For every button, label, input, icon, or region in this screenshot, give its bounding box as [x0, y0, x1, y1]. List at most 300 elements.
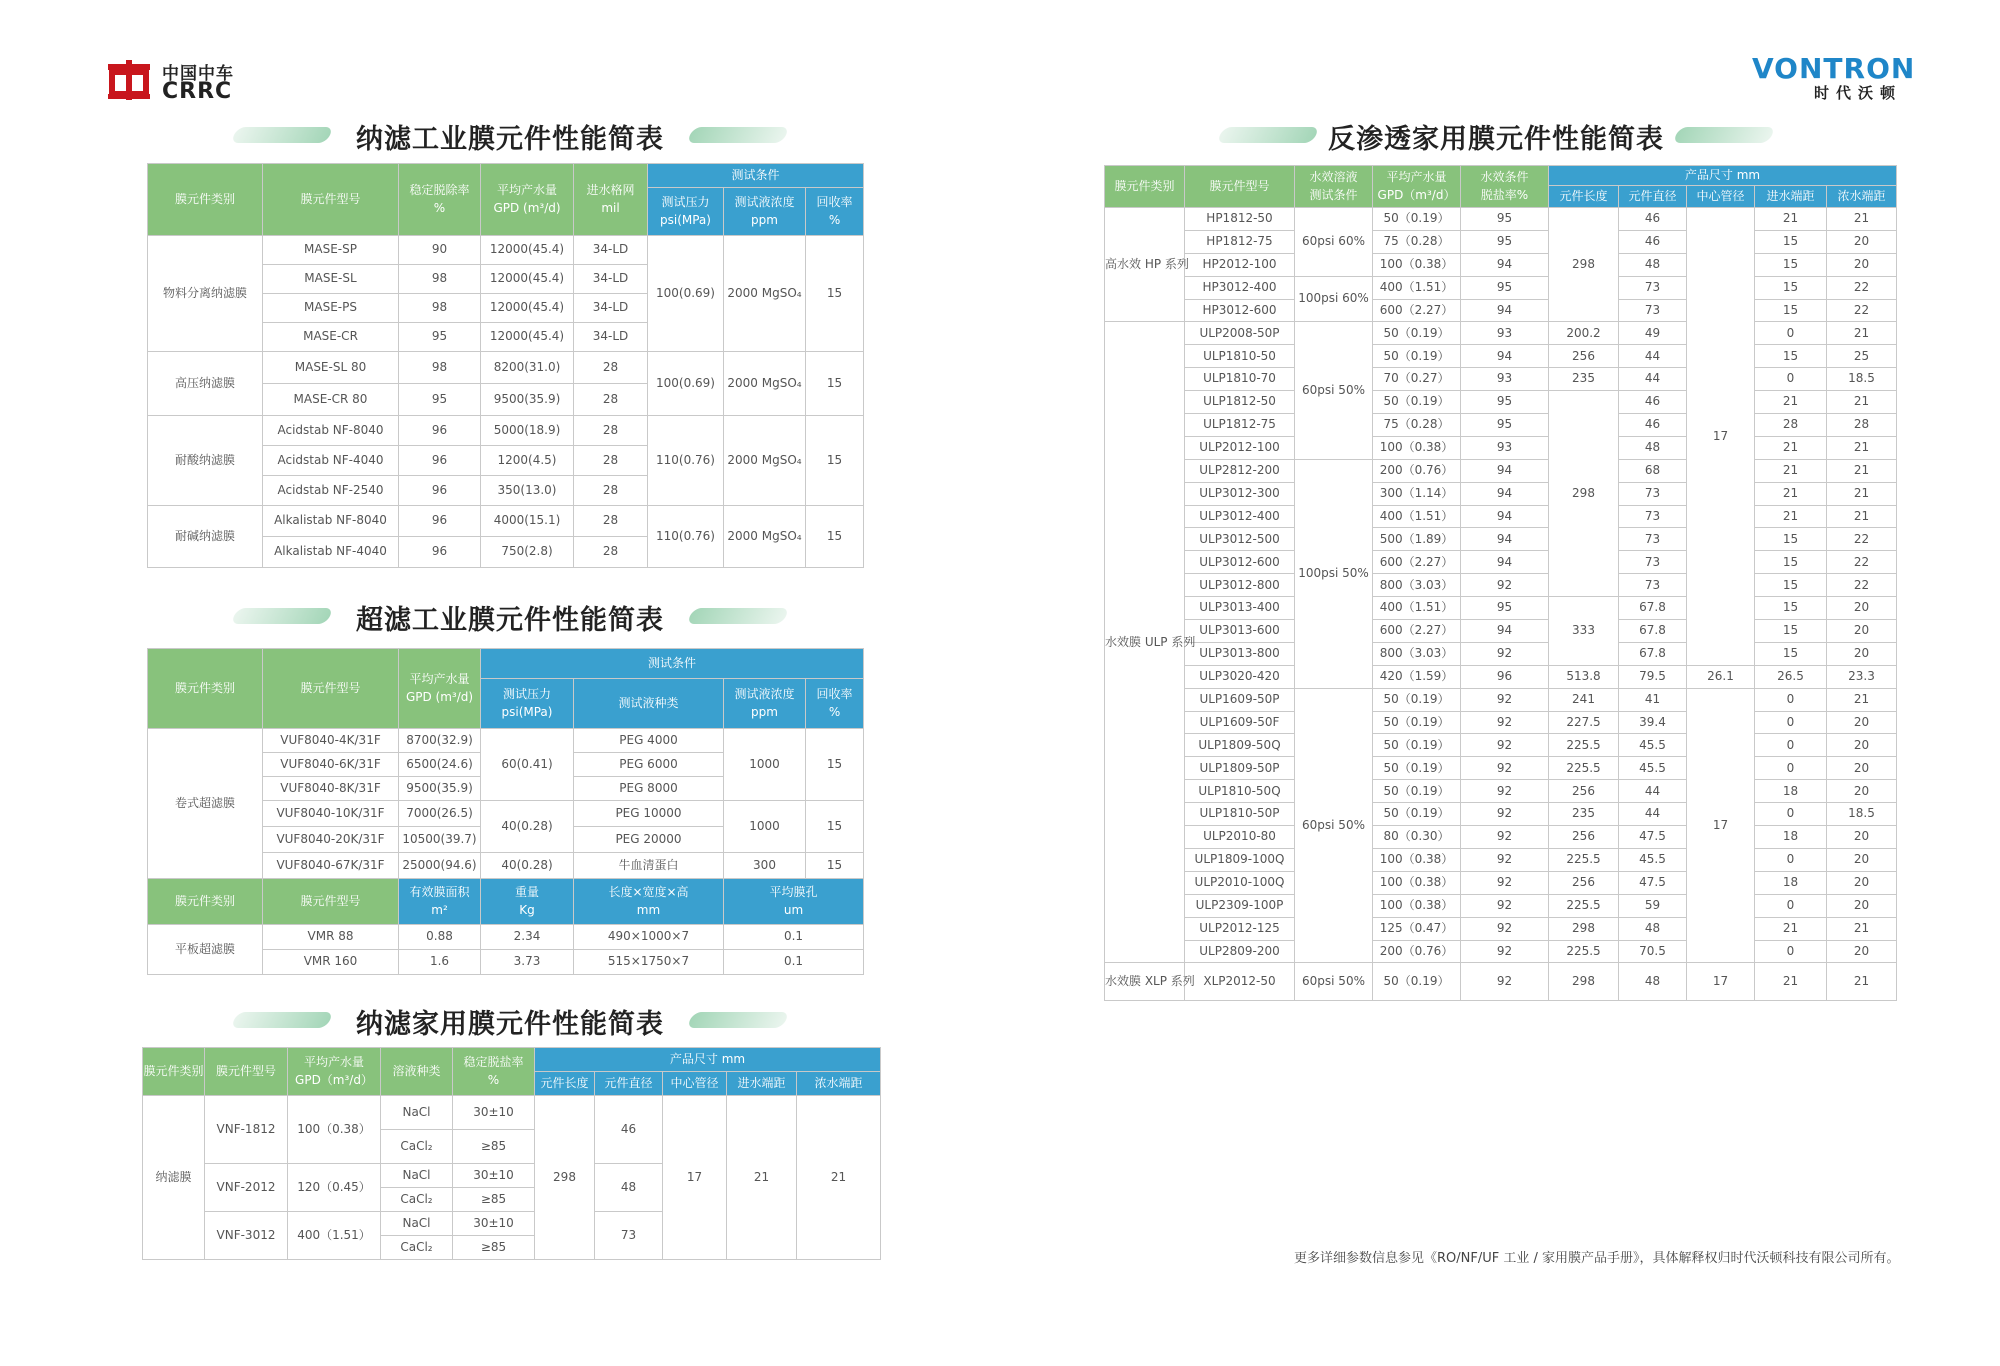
- cell-inlet: 26.5: [1755, 665, 1827, 688]
- header-product-size: 产品尺寸 mm: [1549, 166, 1897, 186]
- cell-flow: 12000(45.4): [481, 294, 574, 323]
- cell-flow: 400（1.51）: [1373, 505, 1461, 528]
- header-diameter: 元件直径: [595, 1072, 663, 1096]
- cell-diameter: 73: [1619, 482, 1687, 505]
- header-rejection-unit: %: [433, 200, 446, 215]
- cell-recovery: 15: [806, 416, 864, 506]
- header-category: 膜元件类别: [148, 649, 263, 729]
- cell-pressure: 100(0.69): [648, 236, 724, 352]
- cell-model: ULP1810-70: [1185, 368, 1295, 391]
- cell-concentration: 2000 MgSO₄: [724, 416, 806, 506]
- cell-inlet: 0: [1755, 757, 1827, 780]
- cell-rejection: 92: [1461, 734, 1549, 757]
- cell-model: HP3012-600: [1185, 299, 1295, 322]
- cell-flow: 5000(18.9): [481, 416, 574, 446]
- cell-concentration: 2000 MgSO₄: [724, 236, 806, 352]
- cell-pressure: 110(0.76): [648, 416, 724, 506]
- cell-inlet: 18: [1755, 871, 1827, 894]
- cell-model: ULP2812-200: [1185, 459, 1295, 482]
- cell-inlet: 21: [727, 1096, 797, 1260]
- cell-rejection: 92: [1461, 780, 1549, 803]
- cell-flow: 420（1.59）: [1373, 665, 1461, 688]
- header-concentration-unit: ppm: [751, 212, 778, 227]
- cell-model: ULP3012-400: [1185, 505, 1295, 528]
- cell-model: XLP2012-50: [1185, 963, 1295, 1001]
- cell-concentrate: 21: [1827, 482, 1897, 505]
- header-rejection-unit: %: [487, 1072, 500, 1087]
- header-flow: [481, 164, 574, 236]
- cell-recovery: 15: [806, 506, 864, 568]
- cell-model: VUF8040-4K/31F: [263, 729, 399, 753]
- cell-concentrate: 22: [1827, 551, 1897, 574]
- header-pore-unit: um: [783, 902, 804, 917]
- cell-spacer: 28: [574, 446, 648, 476]
- cell-flow: 125（0.47）: [1373, 917, 1461, 940]
- cell-rejection: 94: [1461, 345, 1549, 368]
- cell-model: ULP1609-50P: [1185, 688, 1295, 711]
- cell-test-condition: 60psi 50%: [1295, 322, 1373, 459]
- vontron-name-cn: 时代沃顿: [1813, 84, 1902, 102]
- cell-rejection: 92: [1461, 848, 1549, 871]
- cell-spacer: 28: [574, 537, 648, 568]
- header-weight: [481, 879, 574, 925]
- cell-model: VUF8040-6K/31F: [263, 753, 399, 777]
- header-area-unit: m²: [431, 902, 448, 917]
- cell-flow: 300（1.14）: [1373, 482, 1461, 505]
- table-row: [1105, 734, 1897, 757]
- header-inlet: 进水端距: [1755, 186, 1827, 208]
- cell-flow: 50（0.19）: [1373, 711, 1461, 734]
- cell-model: ULP2012-100: [1185, 436, 1295, 459]
- cell-core: 26.1: [1687, 665, 1755, 688]
- cell-concentrate: 21: [1827, 391, 1897, 414]
- cell-inlet: 21: [1755, 963, 1827, 1001]
- table-row: [1105, 642, 1897, 665]
- cell-concentrate: 21: [1827, 505, 1897, 528]
- section-title-text: 纳滤家用膜元件性能简表: [356, 1009, 664, 1040]
- cell-liquid: PEG 10000: [574, 801, 724, 827]
- cell-length: 225.5: [1549, 734, 1619, 757]
- table-row: [1105, 230, 1897, 253]
- cell-diameter: 49: [1619, 322, 1687, 345]
- cell-flow: 50（0.19）: [1373, 734, 1461, 757]
- cell-inlet: 21: [1755, 917, 1827, 940]
- header-concentration-unit: ppm: [751, 704, 778, 719]
- cell-concentration: 1000: [724, 801, 806, 853]
- cell-inlet: 21: [1755, 482, 1827, 505]
- cell-flow: 50（0.19）: [1373, 757, 1461, 780]
- cell-recovery: 15: [806, 853, 864, 879]
- header-concentration: [724, 679, 806, 729]
- cell-concentrate: 22: [1827, 528, 1897, 551]
- header-test-solution-label: 水效溶液: [1309, 170, 1358, 185]
- cell-flow: 50（0.19）: [1373, 963, 1461, 1001]
- section-title-ro-household: [1208, 115, 1784, 153]
- cell-model: VNF-1812: [205, 1096, 288, 1164]
- cell-model: HP3012-400: [1185, 276, 1295, 299]
- header-model: 膜元件型号: [263, 164, 399, 236]
- cell-concentrate: 20: [1827, 230, 1897, 253]
- cell-length: 225.5: [1549, 757, 1619, 780]
- cell-length: 225.5: [1549, 894, 1619, 917]
- header-flow-label: 平均产水量: [496, 183, 557, 198]
- crrc-name-en: CRRC: [162, 79, 233, 104]
- cell-rejection: 96: [399, 537, 481, 568]
- cell-concentrate: 18.5: [1827, 803, 1897, 826]
- header-pressure-label: 测试压力: [661, 195, 710, 210]
- header-model: 膜元件型号: [263, 879, 399, 925]
- cell-flow: 50（0.19）: [1373, 803, 1461, 826]
- header-rejection-sub: 脱盐率%: [1480, 187, 1529, 202]
- cell-rejection: 95: [1461, 230, 1549, 253]
- cell-flow: 750(2.8): [481, 537, 574, 568]
- cell-flow: 50（0.19）: [1373, 322, 1461, 345]
- table-row: [1105, 528, 1897, 551]
- cell-inlet: 15: [1755, 276, 1827, 299]
- cell-concentrate: 18.5: [1827, 368, 1897, 391]
- cell-model: VUF8040-20K/31F: [263, 827, 399, 853]
- cell-model: ULP1812-50: [1185, 391, 1295, 414]
- cell-rejection: 92: [1461, 963, 1549, 1001]
- cell-flow: 1200(4.5): [481, 446, 574, 476]
- header-concentration: [724, 188, 806, 236]
- header-flow-unit: GPD（m³/d）: [295, 1072, 373, 1087]
- cell-flow: 50（0.19）: [1373, 391, 1461, 414]
- cell-spacer: 28: [574, 384, 648, 416]
- table-row: [1105, 917, 1897, 940]
- cell-concentrate: 20: [1827, 940, 1897, 963]
- header-flow: [1373, 166, 1461, 208]
- cell-rejection: ≥85: [453, 1236, 535, 1260]
- cell-model: VUF8040-67K/31F: [263, 853, 399, 879]
- cell-flow: 100（0.38）: [1373, 253, 1461, 276]
- cell-inlet: 0: [1755, 368, 1827, 391]
- cell-model: ULP3012-300: [1185, 482, 1295, 505]
- cell-rejection: 92: [1461, 688, 1549, 711]
- cell-area: 1.6: [399, 950, 481, 975]
- cell-length: 298: [1549, 917, 1619, 940]
- header-rejection: [453, 1048, 535, 1096]
- cell-inlet: 21: [1755, 505, 1827, 528]
- cell-model: ULP1609-50F: [1185, 711, 1295, 734]
- nf-household-table: [142, 1047, 881, 1260]
- cell-inlet: 21: [1755, 436, 1827, 459]
- cell-inlet: 0: [1755, 322, 1827, 345]
- section-title-text: 反渗透家用膜元件性能简表: [1328, 124, 1664, 155]
- table-row: [1105, 505, 1897, 528]
- table-row: [1105, 368, 1897, 391]
- cell-category: 高压纳滤膜: [148, 352, 263, 416]
- cell-category: 耐碱纳滤膜: [148, 506, 263, 568]
- header-recovery: [806, 188, 864, 236]
- cell-rejection: 92: [1461, 757, 1549, 780]
- cell-rejection: 94: [1461, 299, 1549, 322]
- section-title-uf-industrial: [222, 596, 798, 634]
- header-inlet: 进水端距: [727, 1072, 797, 1096]
- header-weight-unit: Kg: [519, 902, 535, 917]
- table-row: [143, 1096, 881, 1130]
- cell-category: 平板超滤膜: [148, 925, 263, 975]
- cell-inlet: 21: [1755, 391, 1827, 414]
- cell-model: ULP3012-800: [1185, 574, 1295, 597]
- header-model: 膜元件型号: [1185, 166, 1295, 208]
- header-pressure-unit: psi(MPa): [501, 704, 553, 719]
- cell-length: 256: [1549, 345, 1619, 368]
- cell-diameter: 73: [1619, 551, 1687, 574]
- cell-flow: 4000(15.1): [481, 506, 574, 537]
- cell-concentrate: 20: [1827, 711, 1897, 734]
- table-row: [1105, 894, 1897, 917]
- cell-flow: 9500(35.9): [481, 384, 574, 416]
- cell-rejection: 93: [1461, 436, 1549, 459]
- table-row: [148, 925, 864, 950]
- header-area: [399, 879, 481, 925]
- cell-model: HP1812-75: [1185, 230, 1295, 253]
- header-category: 膜元件类别: [143, 1048, 205, 1096]
- header-flow-label: 平均产水量: [409, 672, 470, 687]
- cell-inlet: 15: [1755, 551, 1827, 574]
- cell-inlet: 15: [1755, 597, 1827, 620]
- cell-model: VMR 160: [263, 950, 399, 975]
- cell-model: ULP1809-100Q: [1185, 848, 1295, 871]
- cell-weight: 3.73: [481, 950, 574, 975]
- cell-rejection: 92: [1461, 917, 1549, 940]
- table-row: [1105, 391, 1897, 414]
- cell-concentrate: 22: [1827, 299, 1897, 322]
- cell-diameter: 44: [1619, 803, 1687, 826]
- cell-diameter: 73: [595, 1212, 663, 1260]
- header-recovery-label: 回收率: [816, 687, 853, 702]
- cell-pressure: 110(0.76): [648, 506, 724, 568]
- cell-length: 227.5: [1549, 711, 1619, 734]
- cell-liquid: PEG 6000: [574, 753, 724, 777]
- cell-model: ULP1809-50Q: [1185, 734, 1295, 757]
- cell-model: ULP1809-50P: [1185, 757, 1295, 780]
- cell-diameter: 70.5: [1619, 940, 1687, 963]
- table-row: [1105, 459, 1897, 482]
- cell-model: VUF8040-10K/31F: [263, 801, 399, 827]
- cell-rejection: 92: [1461, 894, 1549, 917]
- cell-inlet: 28: [1755, 414, 1827, 437]
- cell-length: 225.5: [1549, 940, 1619, 963]
- cell-spacer: 28: [574, 476, 648, 506]
- header-solution: 溶液种类: [381, 1048, 453, 1096]
- ro-household-table: [1104, 165, 1897, 1001]
- cell-rejection: 92: [1461, 642, 1549, 665]
- cell-rejection: 30±10: [453, 1096, 535, 1130]
- table-row: [1105, 574, 1897, 597]
- header-rejection-label: 水效条件: [1480, 170, 1529, 185]
- cell-rejection: 95: [1461, 597, 1549, 620]
- cell-flow: 8700(32.9): [399, 729, 481, 753]
- header-pressure: [481, 679, 574, 729]
- table-row: [1105, 940, 1897, 963]
- cell-inlet: 21: [1755, 208, 1827, 231]
- cell-category: 水效膜 XLP 系列: [1105, 963, 1185, 1001]
- cell-flow: 6500(24.6): [399, 753, 481, 777]
- cell-concentrate: 22: [1827, 574, 1897, 597]
- cell-rejection: 96: [1461, 665, 1549, 688]
- cell-model: VNF-2012: [205, 1164, 288, 1212]
- cell-solution: NaCl: [381, 1212, 453, 1236]
- cell-test-condition: 60psi 60%: [1295, 208, 1373, 277]
- cell-concentration: 2000 MgSO₄: [724, 506, 806, 568]
- cell-model: ULP3013-600: [1185, 620, 1295, 643]
- cell-inlet: 15: [1755, 528, 1827, 551]
- cell-rejection: 92: [1461, 826, 1549, 849]
- table-row: [148, 416, 864, 446]
- cell-diameter: 46: [595, 1096, 663, 1164]
- table-row: [1105, 757, 1897, 780]
- table-row: [1105, 208, 1897, 231]
- cell-concentrate: 20: [1827, 597, 1897, 620]
- header-category: 膜元件类别: [1105, 166, 1185, 208]
- cell-model: ULP2010-100Q: [1185, 871, 1295, 894]
- table-row: [1105, 482, 1897, 505]
- cell-concentrate: 21: [1827, 208, 1897, 231]
- cell-concentrate: 21: [1827, 322, 1897, 345]
- cell-diameter: 45.5: [1619, 757, 1687, 780]
- table-row: [1105, 711, 1897, 734]
- cell-flow: 100（0.38）: [1373, 436, 1461, 459]
- cell-inlet: 18: [1755, 826, 1827, 849]
- cell-inlet: 0: [1755, 894, 1827, 917]
- table-row: [1105, 436, 1897, 459]
- cell-pressure: 60(0.41): [481, 729, 574, 801]
- header-core: 中心管径: [1687, 186, 1755, 208]
- cell-length: 256: [1549, 871, 1619, 894]
- table-row: [1105, 322, 1897, 345]
- cell-length: 235: [1549, 368, 1619, 391]
- cell-rejection: 93: [1461, 368, 1549, 391]
- table-row: [1105, 803, 1897, 826]
- cell-flow: 400（1.51）: [1373, 597, 1461, 620]
- cell-inlet: 0: [1755, 734, 1827, 757]
- cell-model: ULP3013-800: [1185, 642, 1295, 665]
- cell-rejection: 90: [399, 236, 481, 265]
- header-dimensions: [574, 879, 724, 925]
- cell-concentrate: 20: [1827, 620, 1897, 643]
- cell-flow: 400（1.51）: [288, 1212, 381, 1260]
- cell-core: 17: [663, 1096, 727, 1260]
- cell-solution: CaCl₂: [381, 1236, 453, 1260]
- cell-inlet: 0: [1755, 688, 1827, 711]
- cell-concentrate: 20: [1827, 642, 1897, 665]
- cell-test-condition: 60psi 50%: [1295, 688, 1373, 963]
- cell-rejection: 92: [1461, 940, 1549, 963]
- header-concentration-label: 测试液浓度: [734, 195, 795, 210]
- cell-flow: 600（2.27）: [1373, 551, 1461, 574]
- cell-flow: 50（0.19）: [1373, 780, 1461, 803]
- cell-inlet: 0: [1755, 848, 1827, 871]
- cell-rejection: 96: [399, 446, 481, 476]
- header-rejection: [1461, 166, 1549, 208]
- cell-diameter: 73: [1619, 276, 1687, 299]
- cell-core: 17: [1687, 688, 1755, 963]
- cell-concentrate: 20: [1827, 253, 1897, 276]
- cell-flow: 200（0.76）: [1373, 459, 1461, 482]
- header-spacer-label: 进水格网: [586, 183, 635, 198]
- cell-model: VUF8040-8K/31F: [263, 777, 399, 801]
- header-category: 膜元件类别: [148, 879, 263, 925]
- cell-model: Alkalistab NF-4040: [263, 537, 399, 568]
- table-row: [1105, 826, 1897, 849]
- uf-industrial-table: [147, 648, 864, 975]
- cell-flow: 600（2.27）: [1373, 299, 1461, 322]
- table-row: [1105, 414, 1897, 437]
- header-model: 膜元件型号: [205, 1048, 288, 1096]
- vontron-name-en: VONTRON: [1752, 52, 1916, 85]
- cell-spacer: 34-LD: [574, 236, 648, 265]
- header-liquid: 测试液种类: [574, 679, 724, 729]
- cell-category: 卷式超滤膜: [148, 729, 263, 879]
- header-flow-label: 平均产水量: [1386, 170, 1447, 185]
- cell-rejection: 92: [1461, 803, 1549, 826]
- header-length: 元件长度: [535, 1072, 595, 1096]
- cell-rejection: 92: [1461, 711, 1549, 734]
- section-title-nf-household: [222, 1000, 798, 1038]
- cell-model: ULP2010-80: [1185, 826, 1295, 849]
- cell-flow: 50（0.19）: [1373, 345, 1461, 368]
- cell-rejection: 96: [399, 416, 481, 446]
- cell-liquid: PEG 4000: [574, 729, 724, 753]
- header-concentrate: 浓水端距: [1827, 186, 1897, 208]
- cell-dimensions: 490×1000×7: [574, 925, 724, 950]
- header-concentration-label: 测试液浓度: [734, 687, 795, 702]
- cell-diameter: 45.5: [1619, 848, 1687, 871]
- cell-diameter: 79.5: [1619, 665, 1687, 688]
- cell-diameter: 73: [1619, 299, 1687, 322]
- cell-model: ULP1810-50P: [1185, 803, 1295, 826]
- cell-concentration: 1000: [724, 729, 806, 801]
- cell-model: ULP3013-400: [1185, 597, 1295, 620]
- header-flow-unit: GPD (m³/d): [405, 689, 474, 704]
- cell-diameter: 73: [1619, 505, 1687, 528]
- cell-diameter: 47.5: [1619, 871, 1687, 894]
- cell-flow: 7000(26.5): [399, 801, 481, 827]
- cell-length: 513.8: [1549, 665, 1619, 688]
- cell-diameter: 68: [1619, 459, 1687, 482]
- header-rejection-label: 稳定脱除率: [409, 183, 470, 198]
- header-recovery-unit: %: [828, 704, 841, 719]
- header-spacer-unit: mil: [601, 200, 620, 215]
- cell-flow: 400（1.51）: [1373, 276, 1461, 299]
- cell-category: 耐酸纳滤膜: [148, 416, 263, 506]
- cell-length: 298: [1549, 391, 1619, 597]
- table-row: [1105, 253, 1897, 276]
- cell-model: VNF-3012: [205, 1212, 288, 1260]
- cell-flow: 120（0.45）: [288, 1164, 381, 1212]
- crrc-name-cn: 中国中车: [162, 64, 234, 84]
- cell-flow: 10500(39.7): [399, 827, 481, 853]
- cell-concentrate: 20: [1827, 780, 1897, 803]
- cell-solution: NaCl: [381, 1096, 453, 1130]
- cell-length: 298: [1549, 963, 1619, 1001]
- cell-model: MASE-CR: [263, 323, 399, 352]
- cell-diameter: 67.8: [1619, 620, 1687, 643]
- cell-model: Acidstab NF-8040: [263, 416, 399, 446]
- cell-test-condition: 100psi 60%: [1295, 276, 1373, 322]
- cell-concentrate: 20: [1827, 826, 1897, 849]
- cell-model: ULP2008-50P: [1185, 322, 1295, 345]
- cell-inlet: 18: [1755, 780, 1827, 803]
- cell-flow: 100（0.38）: [288, 1096, 381, 1164]
- cell-liquid: 牛血清蛋白: [574, 853, 724, 879]
- cell-spacer: 28: [574, 506, 648, 537]
- cell-diameter: 46: [1619, 230, 1687, 253]
- cell-model: HP1812-50: [1185, 208, 1295, 231]
- cell-concentrate: 21: [1827, 436, 1897, 459]
